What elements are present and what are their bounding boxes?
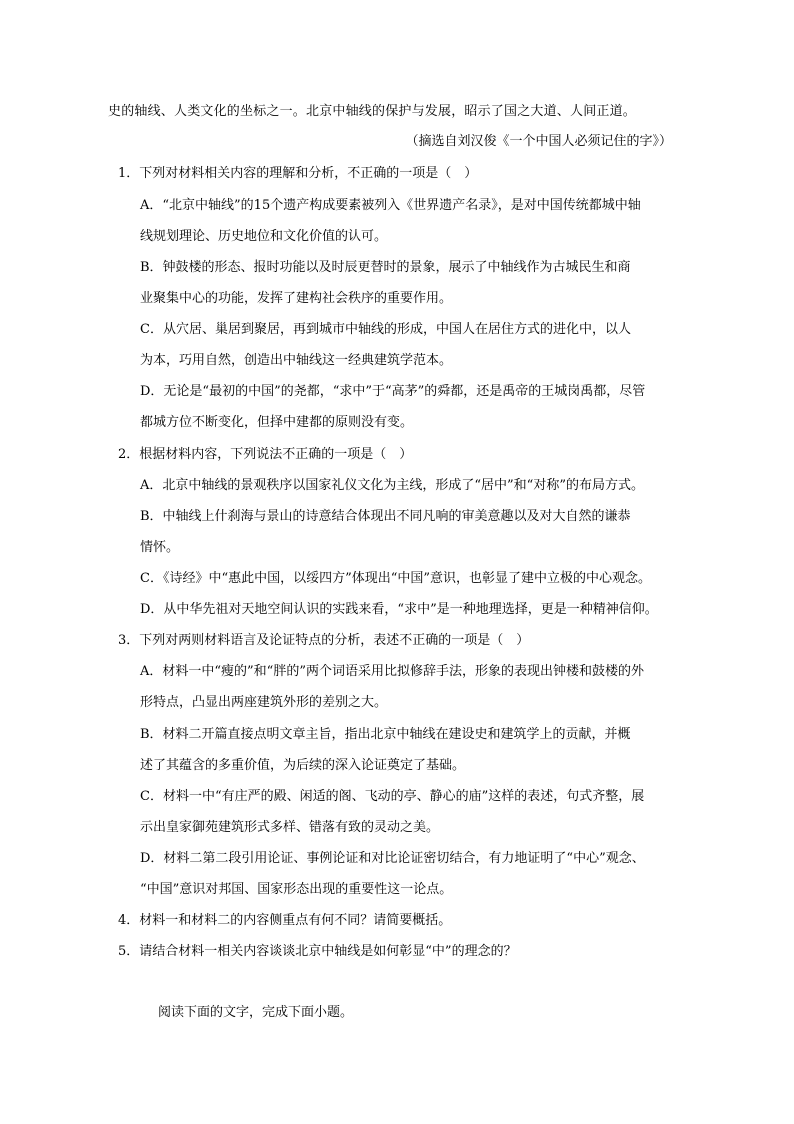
q1-option-c-cont: 为本，巧用自然，创造出中轴线这一经典建筑学范本。 (140, 353, 453, 368)
q2-option-a: A．北京中轴线的景观秩序以国家礼仪文化为主线，形成了“居中”和“对称”的布局方式。 (140, 478, 644, 493)
q3-option-a-cont: 形特点，凸显出两座建筑外形的差别之大。 (140, 695, 388, 710)
q2-option-c: C．《诗经》中“惠此中国，以绥四方”体现出“中国”意识，也彰显了建中立极的中心观念。 (140, 571, 652, 586)
question-4-stem: 4．材料一和材料二的内容侧重点有何不同？请简要概括。 (118, 913, 452, 928)
q2-option-b-cont: 情怀。 (140, 540, 180, 555)
q3-option-b: B．材料二开篇直接点明文章主旨，指出北京中轴线在建设史和建筑学上的贡献，并概 (140, 727, 631, 742)
question-1-stem: 1．下列对材料相关内容的理解和分析，不正确的一项是（ ） (118, 166, 478, 181)
question-3-stem: 3．下列对两则材料语言及论证特点的分析，表述不正确的一项是（ ） (118, 633, 530, 648)
q3-option-c: C．材料一中“有庄严的殿、闲适的阁、飞动的亭、静心的庙”这样的表述，句式齐整，展 (140, 789, 645, 804)
q2-option-b: B．中轴线上什刹海与景山的诗意结合体现出不同凡响的审美意趣以及对大自然的谦恭 (140, 509, 631, 524)
q3-option-d: D．材料二第二段引用论证、事例论证和对比论证密切结合，有力地证明了“中心”观念、 (140, 851, 645, 866)
question-2-stem: 2．根据材料内容，下列说法不正确的一项是（ ） (118, 447, 413, 462)
q1-option-b: B．钟鼓楼的形态、报时功能以及时辰更替时的景象，展示了中轴线作为古城民生和商 (140, 260, 631, 275)
q3-option-a: A．材料一中“瘦的”和“胖的”两个词语采用比拟修辞手法，形象的表现出钟楼和鼓楼的外 (140, 664, 644, 679)
q1-option-b-cont: 业聚集中心的功能，发挥了建构社会秩序的重要作用。 (140, 291, 453, 306)
intro-text-line: 史的轴线、人类文化的坐标之一。北京中轴线的保护与发展，昭示了国之大道、人间正道。 (108, 104, 637, 119)
q1-option-a: A．“北京中轴线”的15个遗产构成要素被列入《世界遗产名录》，是对中国传统都城中轴 (140, 198, 641, 213)
q3-option-b-cont: 述了其蕴含的多重价值，为后续的深入论证奠定了基础。 (140, 758, 466, 773)
reading-prompt: 阅读下面的文字，完成下面小题。 (158, 1005, 354, 1020)
question-5-stem: 5．请结合材料一相关内容谈谈北京中轴线是如何彰显“中”的理念的？ (118, 944, 517, 959)
q2-option-d: D．从中华先祖对天地空间认识的实践来看，“求中”是一种地理选择，更是一种精神信仰。 (140, 602, 658, 617)
q3-option-c-cont: 示出皇家御苑建筑形式多样、错落有致的灵动之美。 (140, 820, 440, 835)
q1-option-a-cont: 线规划理论、历史地位和文化价值的认可。 (140, 229, 388, 244)
q1-option-d: D．无论是“最初的中国”的尧都，“求中”于“高茅”的舜都，还是禹帝的王城岗禹都，尽管 (140, 384, 646, 399)
q3-option-d-cont: “中国”意识对邦国、国家形态出现的重要性这一论点。 (140, 882, 453, 897)
q1-option-c: C．从穴居、巢居到聚居，再到城市中轴线的形成，中国人在居住方式的进化中，以人 (140, 322, 631, 337)
q1-option-d-cont: 都城方位不断变化，但择中建都的原则没有变。 (140, 415, 414, 430)
source-citation: （摘选自刘汉俊《一个中国人必须记住的字》） (405, 134, 672, 149)
